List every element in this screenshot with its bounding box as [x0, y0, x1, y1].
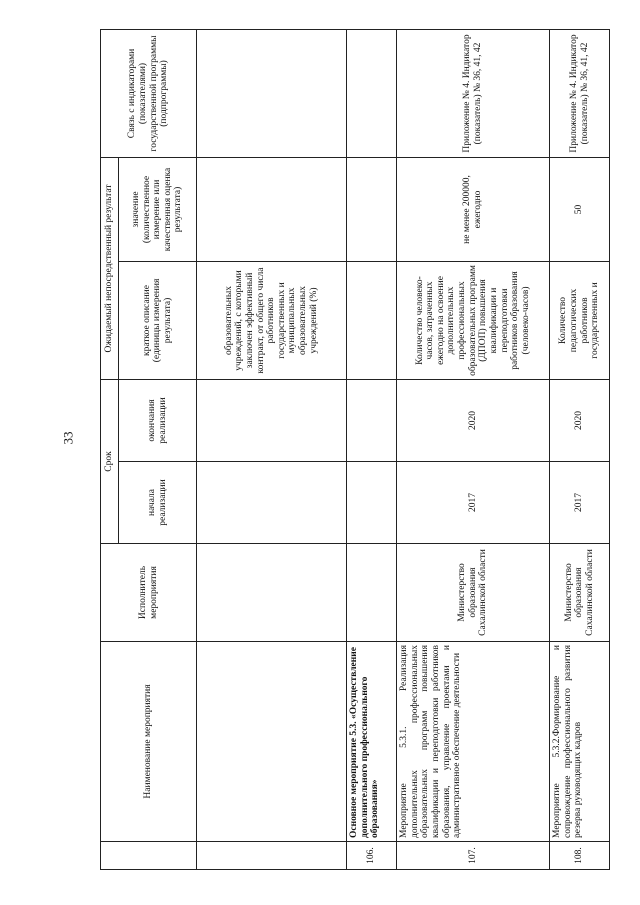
row-start: 2017 [397, 462, 550, 544]
row-desc: Количество педагогических работников государственных и [550, 261, 610, 379]
row-start [347, 462, 397, 544]
row-desc [347, 261, 397, 379]
row-value: 50 [550, 157, 610, 261]
row-name: Основное мероприятие 5.3. «Осуществление дополнительного профессионального образования» [347, 642, 397, 842]
row-end: 2020 [550, 379, 610, 461]
row-value: не менее 200000, ежегодно [397, 157, 550, 261]
row-number: 108. [550, 842, 610, 870]
table-row [550, 29, 610, 869]
header-number [101, 842, 197, 870]
measures-table-sheet [100, 30, 612, 870]
row-number [197, 842, 347, 870]
header-term-start: начала реализации [119, 462, 197, 544]
row-executor: Министерство образования Сахалинской области [397, 544, 550, 642]
page-number: 33 [60, 431, 76, 445]
row-value [197, 157, 347, 261]
row-number: 106. [347, 842, 397, 870]
table-row [197, 29, 347, 869]
row-start [197, 462, 347, 544]
row-link [197, 29, 347, 157]
header-term-end: окончания реализации [119, 379, 197, 461]
header-link: Связь с индикаторами (показателями) государственной программы (подпрограммы) [101, 29, 197, 157]
row-end [347, 379, 397, 461]
row-desc: образовательных учреждений, с которыми заключен эффективный контракт, от общего числа работников государственных и муниципальных образовательных учреждений (%) [197, 261, 347, 379]
row-executor [347, 544, 397, 642]
header-result: Ожидаемый непосредственный результат [101, 157, 119, 379]
row-name: Мероприятие 5.3.1. Реализация дополнительных профессиональных образовательных программ повышения квалификации и переподготовки работников образования, управление проектами и административное обеспечение деятельности [397, 642, 550, 842]
row-link: Приложение № 4. Индикатор (показатель) № 36, 41, 42 [550, 29, 610, 157]
header-result-desc: краткое описание (единицы измерения результата) [119, 261, 197, 379]
table-row [347, 29, 397, 869]
table-row [397, 29, 550, 869]
header-result-value: значение (количественное измерение или качественная оценка результата) [119, 157, 197, 261]
row-link [347, 29, 397, 157]
header-term: Срок [101, 379, 119, 543]
row-value [347, 157, 397, 261]
row-name: Мероприятие 5.3.2.Формирование и сопровождение профессионального развития резерва руководящих кадров [550, 642, 610, 842]
header-name: Наименование мероприятия [101, 642, 197, 842]
row-number: 107. [397, 842, 550, 870]
row-desc: Количество человеко-часов, затраченных ежегодно на освоение дополнительных профессиональных образовательных программ (ДПОП) повышения квалификации и переподготовки работников образования (человеко-часов) [397, 261, 550, 379]
row-end: 2020 [397, 379, 550, 461]
row-name [197, 642, 347, 842]
row-executor: Министерство образования Сахалинской области [550, 544, 610, 642]
measures-table [100, 29, 610, 870]
row-executor [197, 544, 347, 642]
row-start: 2017 [550, 462, 610, 544]
header-executor: Исполнитель мероприятия [101, 544, 197, 642]
row-end [197, 379, 347, 461]
row-link: Приложение № 4. Индикатор (показатель) № 36, 41, 42 [397, 29, 550, 157]
